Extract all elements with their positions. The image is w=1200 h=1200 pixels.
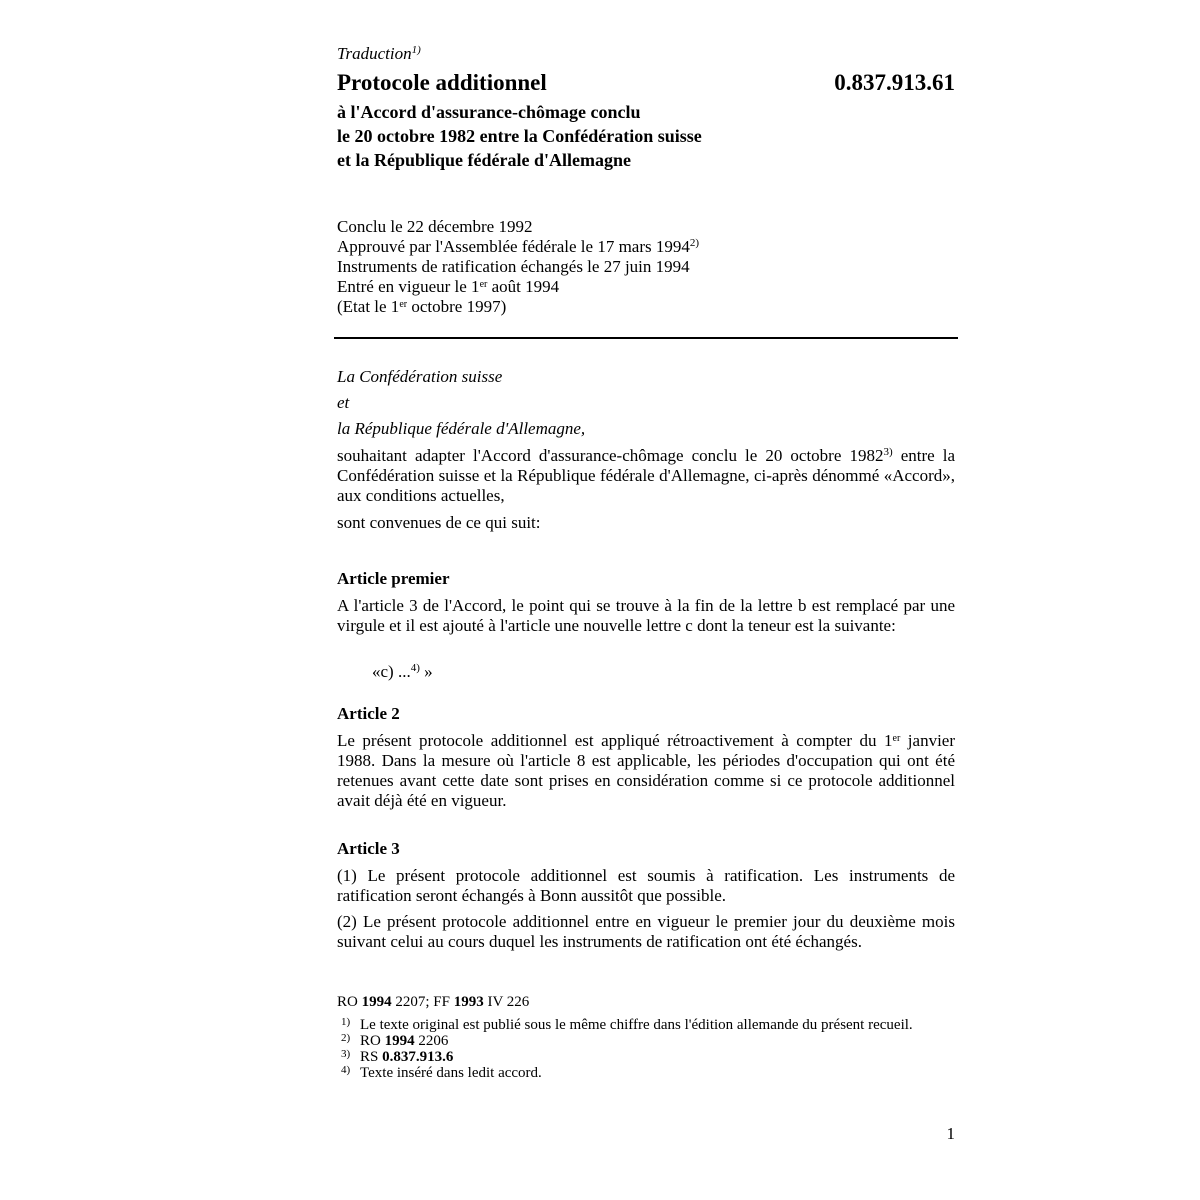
- article-1-text: A l'article 3 de l'Accord, le point qui se trouve à la fin de la lettre b est remplacé par une virgule et il est ajouté à l'article une nouvelle lettre c dont la teneur est la suivante:: [337, 596, 955, 635]
- footnote-ref-4[interactable]: 4): [410, 662, 420, 674]
- article-3-paragraph-1: (1) Le présent protocole additionnel est soumis à ratification. Les instruments de ratification seront échangés à Bonn aussitôt que possible.: [337, 866, 955, 905]
- footnote-3: 3) RS 0.837.913.6: [341, 1048, 454, 1065]
- document-subtitle: [337, 100, 955, 172]
- footnote-ref-3[interactable]: 3): [883, 446, 893, 458]
- publication-reference: RO 1994 2207; FF 1993 IV 226: [337, 994, 530, 1010]
- article-1-heading: Article premier: [337, 569, 450, 588]
- party-swiss: La Confédération suisse: [337, 367, 503, 386]
- footnote-2: 2) RO 1994 2206: [341, 1032, 449, 1049]
- subtitle-line: le 20 octobre 1982 entre la Confédération suisse: [337, 126, 702, 146]
- meta-in-force: Entré en vigueur le 1er août 1994: [337, 277, 560, 296]
- meta-concluded: Conclu le 22 décembre 1992: [337, 217, 533, 236]
- preamble-parties: [337, 367, 955, 445]
- meta-status: (Etat le 1er octobre 1997): [337, 297, 507, 316]
- subtitle-line: à l'Accord d'assurance-chômage conclu: [337, 102, 641, 122]
- page-number: 1: [946, 1124, 955, 1143]
- footnote-ref-2[interactable]: 2): [689, 237, 700, 249]
- preamble-intro: souhaitant adapter l'Accord d'assurance-chômage conclu le 20 octobre 1982$^{3)}$ entre la Confédération suisse et la République fédérale d'Allemagne, ci-après dénommé «Accord», aux conditions actuelles,: [337, 446, 955, 505]
- party-germany: la République fédérale d'Allemagne,: [337, 419, 586, 438]
- sr-number: 0.837.913.61: [834, 70, 955, 95]
- meta-approved: Approuvé par l'Assemblée fédérale le 17 mars 1994$^{2)}$: [337, 237, 700, 256]
- title-row: [337, 70, 955, 96]
- article-3-paragraph-2: (2) Le présent protocole additionnel entre en vigueur le premier jour du deuxième mois suivant celui au cours duquel les instruments de ratification ont été échangés.: [337, 912, 955, 951]
- footnote-1: 1) Le texte original est publié sous le même chiffre dans l'édition allemande du présent recueil.: [341, 1016, 913, 1033]
- article-2-heading: Article 2: [337, 704, 400, 723]
- party-and: et: [337, 393, 350, 412]
- treaty-metadata: [337, 217, 955, 317]
- translation-label: Traduction$^{1)}$: [337, 44, 421, 63]
- footnote-ref-1[interactable]: 1): [411, 44, 421, 56]
- subtitle-line: et la République fédérale d'Allemagne: [337, 150, 631, 170]
- document-title: Protocole additionnel: [337, 70, 547, 95]
- article-3-heading: Article 3: [337, 839, 400, 858]
- footnote-4: 4) Texte inséré dans ledit accord.: [341, 1064, 542, 1081]
- article-2-text: Le présent protocole additionnel est appliqué rétroactivement à compter du 1er janvier 1988. Dans la mesure où l'article 8 est applicable, les périodes d'occupation qui ont été retenues avant cette date sont prises en considération comme si ce protocole additionnel avait déjà été en vigueur.: [337, 731, 955, 810]
- footnotes: [337, 994, 955, 1081]
- divider-rule: [334, 337, 958, 339]
- meta-instruments: Instruments de ratification échangés le 27 juin 1994: [337, 257, 690, 276]
- article-1-quote: «c) ...$^{4)}$ »: [372, 662, 433, 681]
- preamble-agreed: sont convenues de ce qui suit:: [337, 513, 541, 532]
